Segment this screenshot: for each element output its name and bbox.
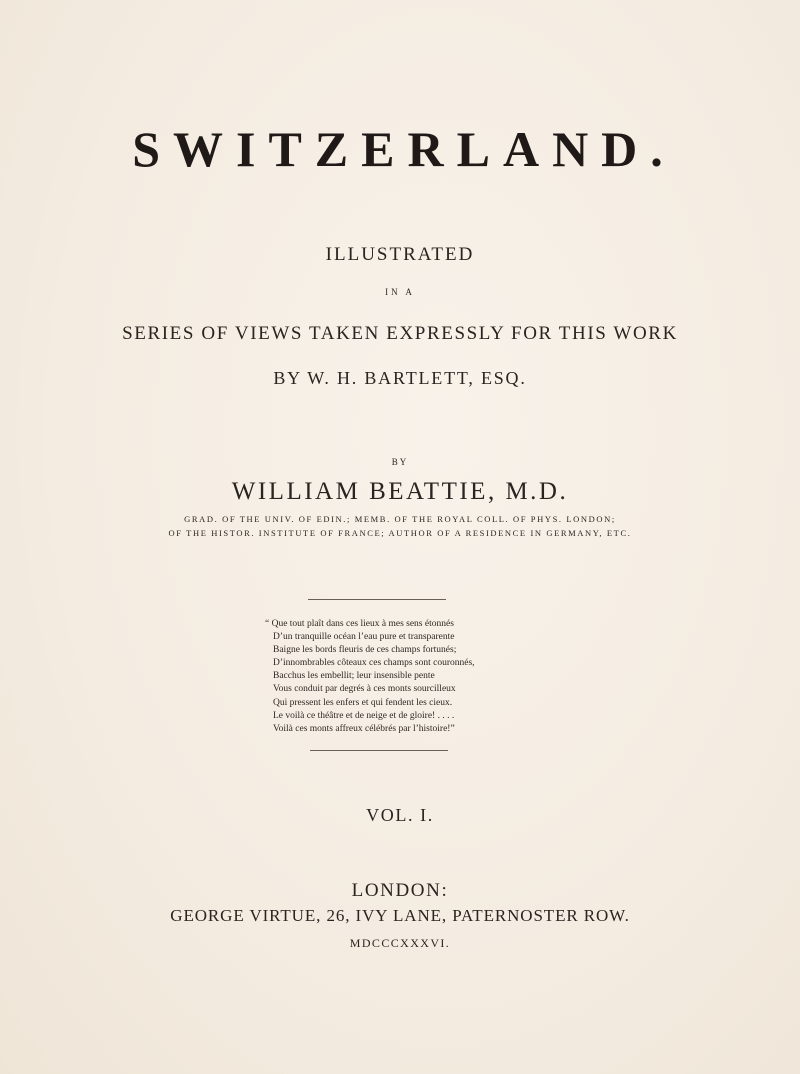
author-name: WILLIAM BEATTIE, M.D. [231,478,569,505]
imprint-year: MDCCCXXXVI. [349,936,451,950]
by-text: BY [391,457,409,467]
epigraph-poem [265,618,475,736]
epigraph-line: D’innombrables côteaux ces champs sont couronnés, [273,658,475,669]
imprint-publisher: GEORGE VIRTUE, 26, IVY LANE, PATERNOSTER ROW. [170,906,630,925]
epigraph-line: Voilà ces monts affreux célébrés par l’histoire!” [273,723,455,734]
epigraph-line: D’un tranquille océan l’eau pure et transparente [273,632,455,643]
in-a-text: IN A [385,287,415,297]
volume-number: VOL. I. [366,805,434,825]
author-credentials-line-1: GRAD. OF THE UNIV. OF EDIN.; MEMB. OF THE ROYAL COLL. OF PHYS. LONDON; [184,514,616,524]
epigraph-line: Le voilà ce théâtre et de neige et de gloire! . . . . [273,710,455,721]
author-credentials-line-2: OF THE HISTOR. INSTITUTE OF FRANCE; AUTHOR OF A RESIDENCE IN GERMANY, ETC. [168,528,632,538]
illustrated-heading: ILLUSTRATED [325,244,475,265]
series-description: SERIES OF VIEWS TAKEN EXPRESSLY FOR THIS WORK [122,323,678,344]
epigraph-line: Bacchus les embellit; leur insensible pente [273,671,435,682]
epigraph-line: Qui pressent les enfers et qui fendent les cieux. [273,697,453,708]
top-divider-rule [308,599,446,600]
bottom-divider-rule [310,750,448,751]
book-title: SWITZERLAND. [132,121,676,177]
epigraph-line: Vous conduit par degrés à ces monts sourcilleux [273,684,456,695]
imprint-city: LONDON: [351,880,449,901]
epigraph-line: “ Que tout plaît dans ces lieux à mes sens étonnés [265,619,454,629]
artist-credit: BY W. H. BARTLETT, ESQ. [273,368,527,388]
epigraph-line: Baigne les bords fleuris de ces champs fortunés; [273,645,457,656]
